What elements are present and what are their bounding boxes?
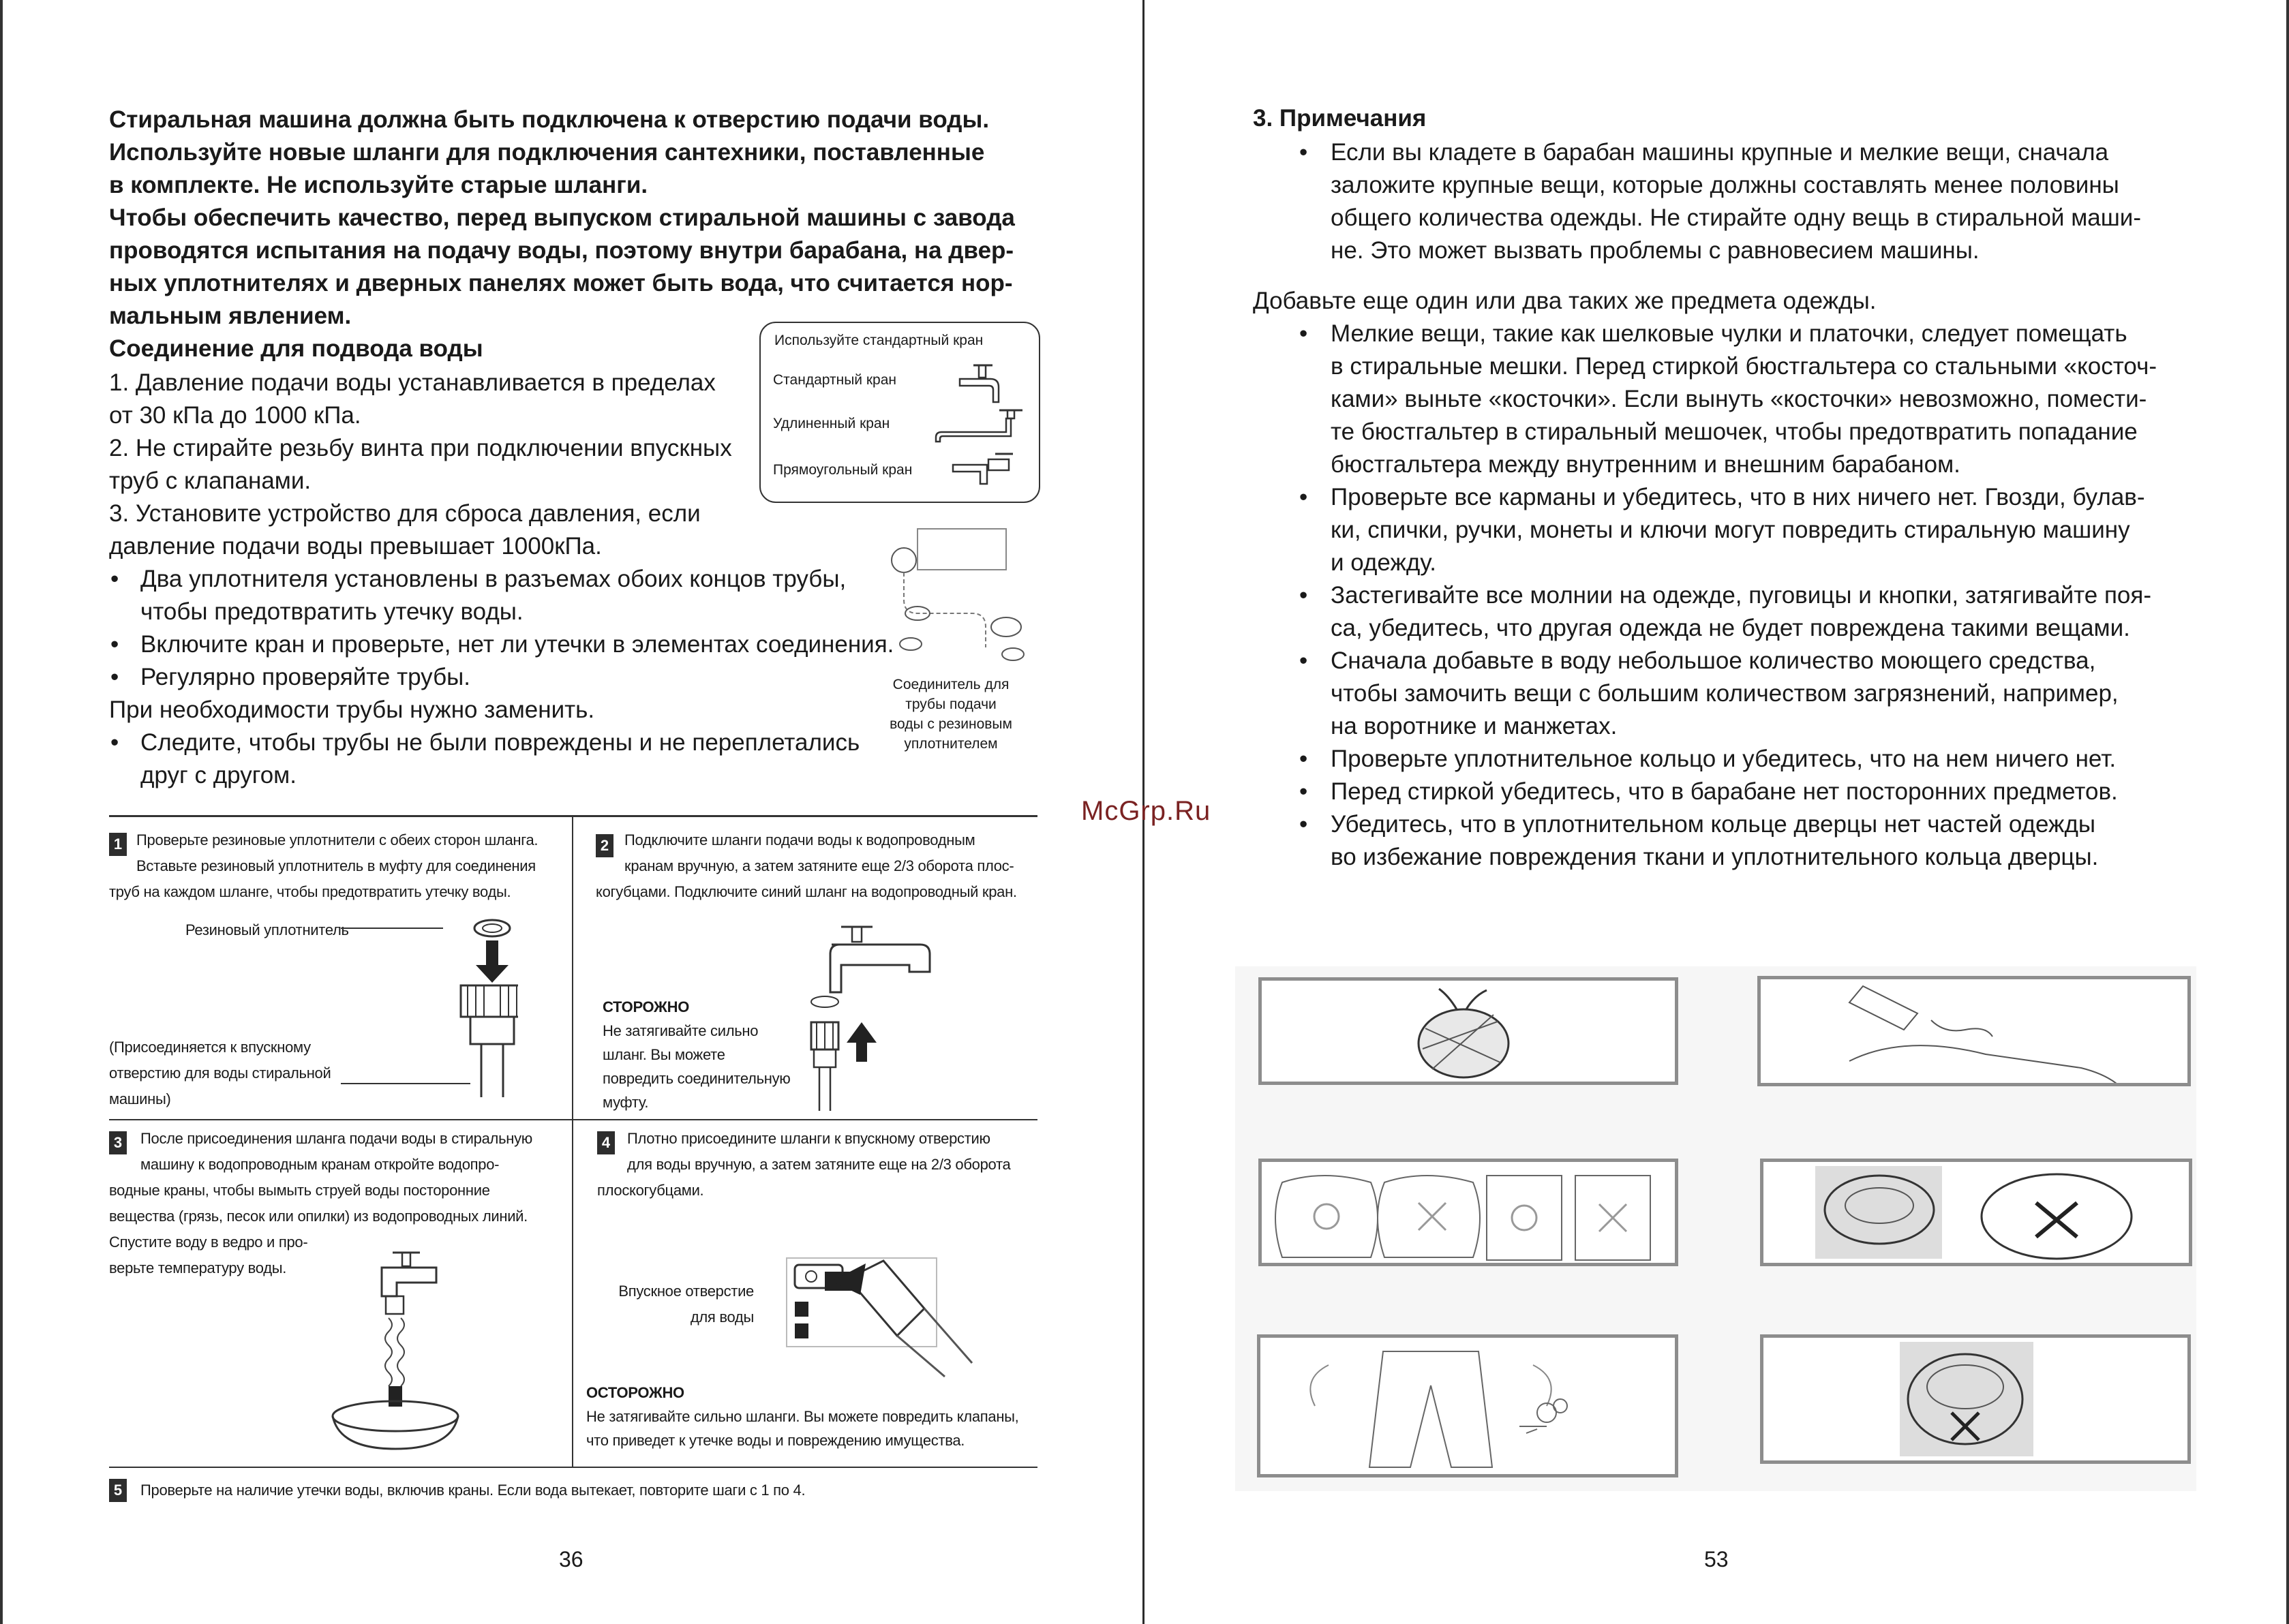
tap-hose-connection-illustration [784,920,975,1111]
inlet-connection-illustration [784,1247,982,1383]
step-1-text: Проверьте резиновые уплотнители с обеих сторон шланга. Вставьте резиновый уплотнитель в муфту для соединения труб на каждом шланге, чтобы предотвратить утечку воды. [109,831,539,900]
step-4-text: Плотно присоедините шланги к впускному отверстию для воды вручную, а затем затяните еще на 2/3 оборота плоскогубцами. [597,1130,1011,1199]
connection-instructions: 1. Давление подачи воды устанавливается в пределах от 30 кПа до 1000 кПа. 2. Не стирайте резьбу винта при подключении впускных труб с клапанами. 3. Установите устройство для сброса давления, если давление подачи воды превышает 1000кПа. • Два уплотнителя установлены в разъемах обоих концов трубы, чтобы предотвратить утечку воды. • Включите кран и проверьте, нет ли утечки в элементах соединения. • Регулярно проверяйте трубы. При необходимости трубы нужно заменить. • Следите, чтобы трубы не были повреждены и не переплетались друг с другом. [109,367,913,792]
step-4-warning: ОСТОРОЖНО Не затягивайте сильно шланги. Вы можете повредить клапаны, что приведет к утечке воды и повреждению имущества. [586,1384,1019,1449]
note-pockets: • Проверьте все карманы и убедитесь, что в них ничего нет. Гвозди, булав- [1299,481,2185,514]
drum-foreign-objects-illustration [1760,1334,2191,1464]
rubber-seal-hose-illustration [341,913,518,1097]
notes-list-1: • Если вы кладете в барабан машины крупные и мелкие вещи, сначала заложите крупные вещи, которые должны составлять менее половины общего количества одежды. Не стирайте одну вещь в стиральной маши- не. Это может вызвать проблемы с равновесием машины. [1299,136,2185,267]
steps-bottom-rule [109,1467,1037,1468]
coupling-caption: Соединитель для трубы подачи воды с резиновым уплотнителем [890,677,1012,752]
add-clothes-line: Добавьте еще один или два таких же предмета одежды. [1253,288,1877,314]
step-2-text: Подключите шланги подачи воды к водопроводным кранам вручную, а затем затяните еще 2/3 оборота плос- когубцами. Подключите синий шланг на водопроводный кран. [596,831,1017,900]
step-5-text: Проверьте на наличие утечки воды, включив краны. Если вода вытекает, повторите шаги с 1 по 4. [140,1482,806,1499]
tap-rectangular-label: Прямоугольный кран [773,462,913,478]
tap-box-header: Используйте стандартный кран [774,333,984,348]
page-number-left: 36 [559,1547,583,1572]
step-4-number: 4 [597,1131,615,1154]
note-door-seal: • Убедитесь, что в уплотнительном кольце дверцы нет частей одежды [1299,808,2185,841]
notes-section-title: 3. Примечания [1253,105,1427,132]
step-3-text: После присоединения шланга подачи воды в стиральную машину к водопроводным кранам откройте водопро- водные краны, чтобы вымыть струей воды посторонние вещества (грязь, песок или опилки) из водопроводных линий. Спустите воду в ведро и про- верьте температуру воды. [109,1130,532,1276]
bullet-no-damage: • Следите, чтобы трубы не были повреждены и не переплетались [109,726,913,759]
fasten-clothes-illustration [1258,1159,1678,1266]
rubber-seal-label: Резиновый уплотнитель [185,921,349,938]
notes-list-2: • Мелкие вещи, такие как шелковые чулки и платочки, следует помещать в стиральные мешки. Перед стиркой бюстгальтера со стальными «косточ- ками» выньте «косточки». Если вынуть «косточки» невозможно, помести- те бюстгальтер в стиральный мешочек, чтобы предотвратить попадание бюстгальтера между внутренним и внешним барабаном. • Проверьте все карманы и убедитесь, что в них ничего нет. Гвозди, булав- ки, спички, ручки, монеты и ключи могут повредить стиральную машину и одежду. • Застегивайте все молнии на одежде, пуговицы и кнопки, затягивайте поя- са, убедитесь, что другая одежда не будет повреждена такими вещами. • Сначала добавьте в воду небольшое количество моющего средства, чтобы замочить вещи с большим количеством загрязнений, например, на воротнике и манжетах. • Проверьте уплотнительное кольцо и убедитесь, что на нем ничего нет. • Перед стиркой убедитесь, что в барабане нет посторонних предметов. • Убедитесь, что в уплотнительном кольце дверцы нет частей одежды во избежание повреждения ткани и уплотнительного кольца дверцы. [1299,318,2185,874]
note-large-items: • Если вы кладете в барабан машины крупные и мелкие вещи, сначала [1299,136,2185,169]
note-zippers: • Застегивайте все молнии на одежде, пуговицы и кнопки, затягивайте поя- [1299,579,2185,612]
bullet-check-pipes: • Регулярно проверяйте трубы. [109,661,913,694]
step-5-number: 5 [109,1479,127,1502]
step-3-number: 3 [109,1131,127,1154]
inlet-opening-label: Впускное отверстие для воды [618,1283,754,1326]
tap-extended-label: Удлиненный кран [773,416,890,431]
standard-tap-icon [958,358,1027,406]
step-2-warning: СТОРОЖНО Не затягивайте сильно шланг. Вы можете повредить соединительную муфту. [603,998,791,1111]
bullet-check-leaks: • Включите кран и проверьте, нет ли утечки в элементах соединения. [109,628,913,661]
flush-tap-bucket-illustration [320,1250,470,1454]
connection-title: Соединение для подвода воды [109,335,483,362]
steps-center-rule [572,815,573,1467]
laundry-bag-illustration [1258,977,1678,1085]
note-seal-ring: • Проверьте уплотнительное кольцо и убедитесь, что на нем ничего нет. [1299,743,2185,776]
step-2-number: 2 [596,834,613,857]
note-small-items: • Мелкие вещи, такие как шелковые чулки и платочки, следует помещать [1299,318,2185,350]
hose-coupling-illustration [883,525,1033,668]
door-seal-check-illustration [1760,1159,2192,1266]
note-detergent: • Сначала добавьте в воду небольшое количество моющего средства, [1299,645,2185,677]
bullet-seals: • Два уплотнителя установлены в разъемах обоих концов трубы, [109,563,913,596]
intro-text: Стиральная машина должна быть подключена к отверстию подачи воды. Используйте новые шланги для подключения сантехники, поставленные в комплекте. Не используйте старые шланги. Чтобы обеспечить качество, перед выпуском стиральной машины с завода проводятся испытания на подачу воды, поэтому внутри барабана, на двер- ных уплотнителях и дверных панелях может быть вода, что считается нор- мальным явлением. [109,106,1015,329]
detergent-collar-illustration [1757,976,2191,1086]
tap-standard-label: Стандартный кран [773,372,896,388]
page-number-right: 53 [1704,1547,1729,1572]
steps-top-rule [109,815,1037,817]
note-drum: • Перед стиркой убедитесь, что в барабане нет посторонних предметов. [1299,776,2185,808]
extended-tap-icon [931,403,1033,444]
tap-types-box [759,322,1040,503]
page-edge-left [0,0,3,1624]
step-1-number: 1 [109,833,127,856]
watermark: McGrp.Ru [1081,796,1211,826]
steps-mid-rule [109,1119,1037,1120]
rectangular-tap-icon [950,451,1025,495]
page-edge-right [2286,0,2289,1624]
inlet-connection-label: (Присоединяется к впускному отверстию для воды стиральной машины) [109,1039,331,1107]
empty-pockets-illustration [1257,1334,1678,1477]
